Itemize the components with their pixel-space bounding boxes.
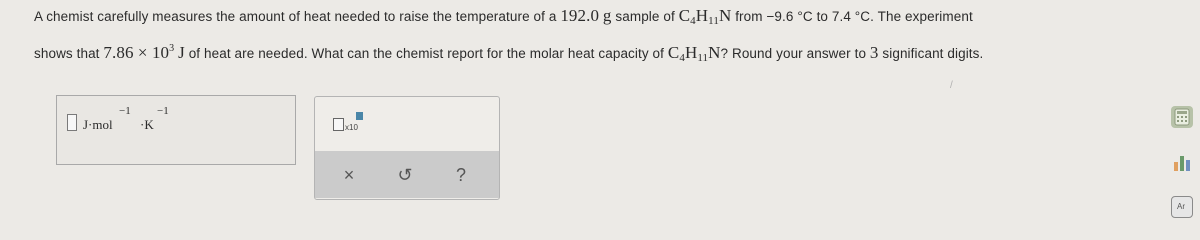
to-text: to <box>816 9 829 24</box>
undo-button[interactable]: ↺ <box>397 165 413 185</box>
help-button[interactable]: ? <box>455 165 466 185</box>
question-end: significant digits. <box>882 46 984 61</box>
scientific-notation-button[interactable] <box>333 112 373 134</box>
question-line-1 <box>34 6 973 27</box>
unit-mol-exponent: −1 <box>119 105 131 117</box>
question-intro: A chemist carefully measures the amount of heat needed to raise the temperature of a <box>34 9 557 24</box>
heat-value: $7.86 \times 10^3$ <box>103 43 175 62</box>
question-middle: of heat are needed. What can the chemist report for the molar heat capacity of <box>188 46 665 61</box>
sample-text: sample of <box>615 9 675 24</box>
sci-label: x10 <box>345 123 358 132</box>
periodic-label: Ar <box>1177 202 1185 211</box>
question-start: shows that <box>34 46 100 61</box>
chemical-formula-2: $C_4H_{11}N$ <box>667 43 721 64</box>
data-chart-icon[interactable] <box>1171 152 1193 174</box>
sample-mass-unit: g <box>602 6 612 25</box>
sci-exponent-box <box>356 112 363 120</box>
stray-mark: / <box>950 80 953 91</box>
sci-mantissa-box <box>333 118 344 131</box>
from-text: from <box>735 9 763 24</box>
temp-start: −9.6 °C <box>766 9 813 24</box>
sample-mass: 192.0 <box>560 6 600 25</box>
action-bar <box>315 151 499 198</box>
question-line-2 <box>34 43 983 64</box>
answer-input[interactable] <box>67 114 77 131</box>
heat-unit: J <box>178 43 185 62</box>
periodic-table-icon[interactable] <box>1171 196 1193 218</box>
chemical-formula: $C_4H_{11}N$ <box>678 6 732 27</box>
sig-figs: 3 <box>869 43 879 62</box>
unit-j-mol: J·mol <box>83 117 113 132</box>
math-toolbox <box>314 96 500 200</box>
unit-k: ·K <box>140 117 154 132</box>
heat-exponent: 3 <box>169 43 175 54</box>
question-tail: . The experiment <box>870 9 973 24</box>
round-text: ? Round your answer to <box>720 46 867 61</box>
clear-button[interactable]: × <box>343 165 355 185</box>
calculator-icon[interactable] <box>1171 106 1193 128</box>
temp-end: 7.4 °C <box>831 9 871 24</box>
unit-k-exponent: −1 <box>157 105 169 117</box>
answer-box <box>56 95 296 165</box>
